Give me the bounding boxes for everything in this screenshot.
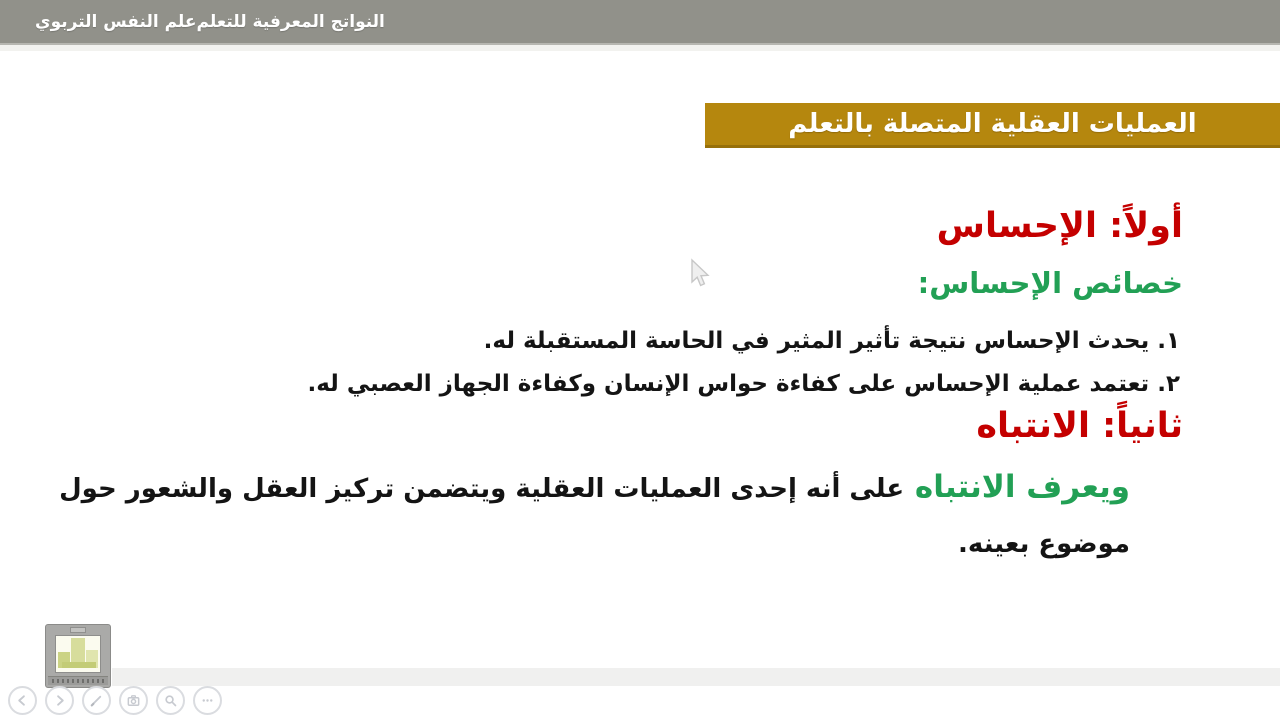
chevron-left-icon [15, 693, 30, 708]
ellipsis-icon [200, 693, 215, 708]
mouse-cursor [688, 258, 710, 294]
camera-icon [126, 693, 141, 708]
subheading-sensation-characteristics: خصائص الإحساس: [917, 266, 1183, 300]
snapshot-button[interactable] [119, 686, 148, 715]
slide-title: العمليات العقلية المتصلة بالتعلم [788, 109, 1197, 139]
annotate-button[interactable] [82, 686, 111, 715]
top-bar-shadow [0, 45, 1280, 51]
magnifier-icon [163, 693, 178, 708]
logo-caption-band [48, 676, 108, 685]
logo-top-tab [70, 627, 86, 633]
slide-title-banner [705, 103, 1280, 148]
sensation-list [307, 320, 1180, 406]
chevron-right-icon [52, 693, 67, 708]
next-slide-button[interactable] [45, 686, 74, 715]
course-title: علم النفس التربوي [35, 11, 197, 32]
university-logo [45, 624, 111, 688]
definition-line [59, 460, 1130, 517]
more-options-button[interactable] [193, 686, 222, 715]
top-bar [0, 0, 1280, 43]
list-item: ٢. تعتمد عملية الإحساس على كفاءة حواس الإنسان وكفاءة الجهاز العصبي له. [307, 371, 1180, 397]
list-item: ١. يحدث الإحساس نتيجة تأثير المثير في الحاسة المستقبلة له. [483, 328, 1180, 354]
definition-text: على أنه إحدى العمليات العقلية ويتضمن تركيز العقل والشعور حول [59, 474, 905, 504]
heading-attention: ثانياً: الانتباه [976, 406, 1183, 446]
lecture-title: النواتج المعرفية للتعلم [196, 11, 385, 32]
previous-slide-button[interactable] [8, 686, 37, 715]
heading-sensation: أولاً: الإحساس [936, 206, 1183, 246]
definition-line: موضوع بعينه. [958, 529, 1130, 559]
pen-icon [89, 693, 104, 708]
definition-lead: ويعرف الانتباه [904, 469, 1130, 505]
attention-definition [59, 460, 1130, 572]
player-progress-band [112, 668, 1280, 686]
logo-emblem [55, 635, 101, 673]
zoom-button[interactable] [156, 686, 185, 715]
slide-controls [0, 686, 222, 720]
